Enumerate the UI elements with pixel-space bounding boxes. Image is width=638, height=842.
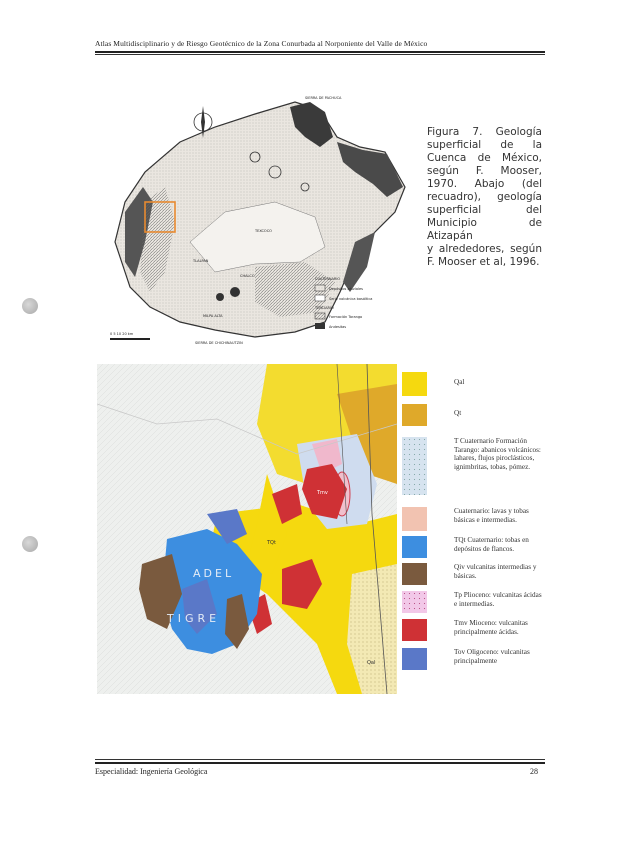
map-label-chalco: CHALCO [240,274,255,278]
page-number: 28 [530,767,538,776]
legend-swatch [402,619,427,641]
legend-text: Qiv vulcanitas intermedias y básicas. [454,563,537,580]
caption-line: recuadro), geología [427,191,542,203]
volcano-mark [216,293,224,301]
figure-caption [427,126,542,269]
map-legend-label: Depósitos aluviales [329,287,363,291]
caption-line: 1970. Abajo (del [427,178,542,190]
map-label-milpa: MILPA ALTA [203,314,223,318]
legend-swatch [402,648,427,670]
running-header: Atlas Multidisciplinario y de Riesgo Geotécnico de la Zona Conurbada al Norponiente del Valle de México [95,39,428,48]
legend-text: Qt [454,409,462,417]
map-label-north: SIERRA DE PACHUCA [305,96,342,100]
map-legend-swatch [315,313,325,319]
legend-swatch [402,372,427,396]
map-label-qal: Qal [367,660,376,666]
caption-line: Cuenca de México, [427,152,542,164]
header-rule [95,51,545,53]
scale-label: 0 5 10 20 km [110,332,134,336]
atizapan-map-svg [97,364,397,694]
legend-text: Tmv Mioceno: vulcanitas principalmente ácidas. [454,619,528,636]
map-legend-swatch [315,295,325,301]
map-label-south: SIERRA DE CHICHINAUTZIN [195,341,243,345]
volcano-mark [230,287,240,297]
map-label-tmv: Tmv [317,490,328,496]
atizapan-geology-map [97,364,397,694]
basin-geology-map [105,92,415,347]
caption-line: superficial del [427,204,542,216]
legend-swatch [402,591,427,613]
legend-text: TQt Cuaternario: tobas en depósitos de flancos. [454,536,529,553]
legend-swatch [402,536,427,558]
legend-text: T Cuaternario Formación Tarango: abanicos volcánicos: lahares, flujos piroclásticos, ignimbritas, tobas, pómez. [454,437,541,471]
legend-text: Cuaternario: lavas y tobas básicas e intermedias. [454,507,529,524]
legend-text: Tp Plioceno: vulcanitas ácidas e intermedias. [454,591,542,608]
footer-rule [95,762,545,764]
legend-swatch [402,437,427,495]
map-legend-label: Andesitas [329,325,347,329]
map-legend-swatch [315,285,325,291]
scale-bar [110,338,150,340]
map-legend-title: TERCIARIO [315,306,334,310]
legend-swatch [402,404,427,426]
map-label-tigre: TIGRE [167,612,221,625]
header-rule-thin [95,54,545,55]
map-label-tqt: TQt [267,540,276,546]
legend-text: Qal [454,378,465,386]
map-label-adel: ADEL [193,567,235,580]
footer-specialty: Especialidad: Ingeniería Geológica [95,767,208,776]
legend-swatch [402,563,427,585]
binder-hole [22,298,38,314]
caption-line: y alrededores, según [427,243,542,255]
legend-text: Tov Oligoceno: vulcanitas principalmente [454,648,530,665]
binder-hole [22,536,38,552]
caption-line: Municipio de Atizapán [427,217,542,242]
map-label-texcoco: TEXCOCO [255,229,272,233]
caption-line: superficial de la [427,139,542,151]
caption-line: Figura 7. Geología [427,126,542,138]
map-legend-swatch [315,323,325,329]
map-label-tlalpan: TLALPAN [193,259,209,263]
caption-line: según F. Mooser, [427,165,542,177]
caption-line: F. Mooser et al, 1996. [427,256,540,268]
basin-map-svg [105,92,415,347]
map-legend-title: CUATERNARIO [315,277,341,281]
footer-rule-thin [95,759,545,760]
legend-swatch [402,507,427,531]
map-legend-label: Serie volcánica basáltica [329,297,373,301]
map-legend-label: Formación Tarango [329,315,363,319]
